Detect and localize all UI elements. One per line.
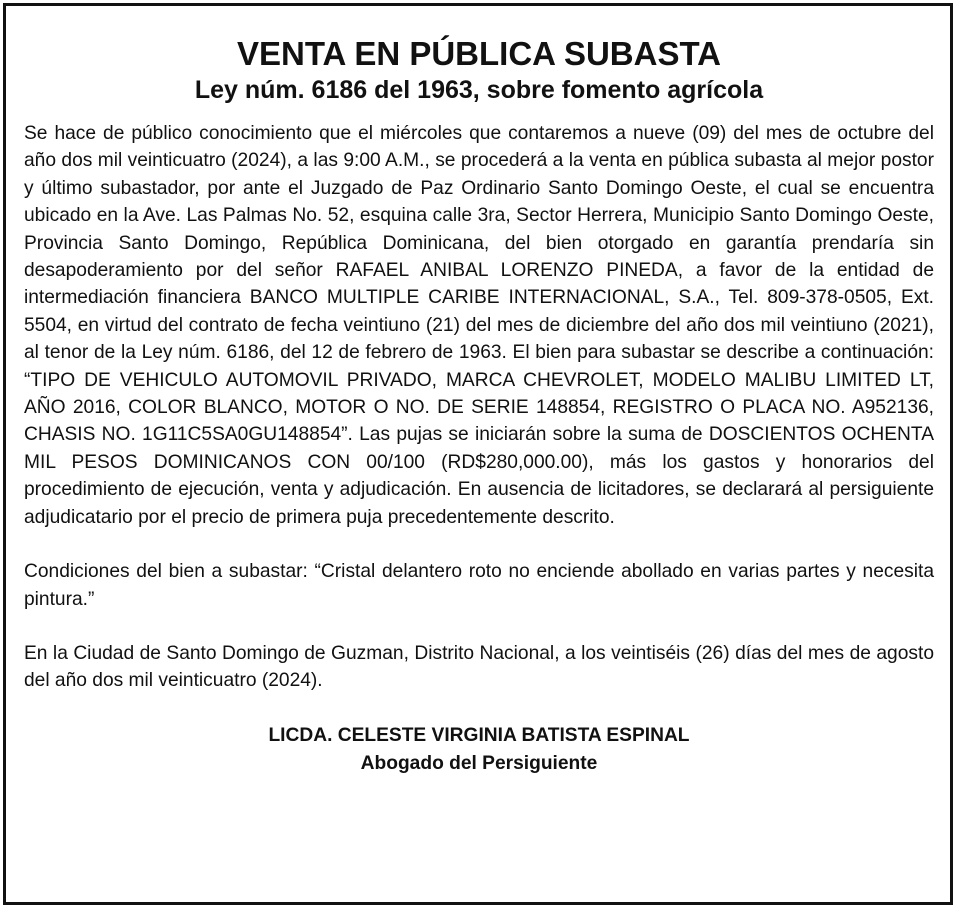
signatory-name: LICDA. CELESTE VIRGINIA BATISTA ESPINAL [268,724,690,746]
signature-block [24,722,934,778]
notice-content [24,34,934,778]
notice-body-paragraph: Se hace de público conocimiento que el miércoles que contaremos a nueve (09) del mes de octubre del año dos mil veinticuatro (2024), a las 9:00 A.M., se procederá a la venta en pública subasta al mejor postor y último subastador, por ante el Juzgado de Paz Ordinario Santo Domingo Oeste, el cual se encuentra ubicado en la Ave. Las Palmas No. 52, esquina calle 3ra, Sector Herrera, Municipio Santo Domingo Oeste, Provincia Santo Domingo, República Dominicana, del bien otorgado en garantía prendaría sin desapoderamiento por del señor RAFAEL ANIBAL LORENZO PINEDA, a favor de la entidad de intermediación financiera BANCO MULTIPLE CARIBE INTERNACIONAL, S.A., Tel. 809-378-0505, Ext. 5504, en virtud del contrato de fecha veintiuno (21) del mes de diciembre del año dos mil veintiuno (2021), al tenor de la Ley núm. 6186, del 12 de febrero de 1963. El bien para subastar se describe a continuación: “TIPO DE VEHICULO AUTOMOVIL PRIVADO, MARCA CHEVROLET, MODELO MALIBU LIMITED LT, AÑO 2016, COLOR BLANCO, MOTOR O NO. DE SERIE 148854, REGISTRO O PLACA NO. A952136, CHASIS NO. 1G11C5SA0GU148854”. Las pujas se iniciarán sobre la suma de DOSCIENTOS OCHENTA MIL PESOS DOMINICANOS CON 00/100 (RD$280,000.00), más los gastos y honorarios del procedimiento de ejecución, venta y adjudicación. En ausencia de licitadores, se declarará al persiguiente adjudicatario por el precio de primera puja precedentemente descrito. [24,123,934,528]
notice-border [3,3,953,905]
conditions-paragraph: Condiciones del bien a subastar: “Cristal delantero roto no enciende abollado en varias partes y necesita pintura.” [24,561,934,610]
signatory-role: Abogado del Persiguiente [360,752,598,774]
notice-subtitle: Ley núm. 6186 del 1963, sobre fomento agrícola [194,76,764,104]
notice-title: VENTA EN PÚBLICA SUBASTA [236,35,721,72]
place-date-paragraph: En la Ciudad de Santo Domingo de Guzman, Distrito Nacional, a los veintiséis (26) días del mes de agosto del año dos mil veinticuatro (2024). [24,642,934,692]
